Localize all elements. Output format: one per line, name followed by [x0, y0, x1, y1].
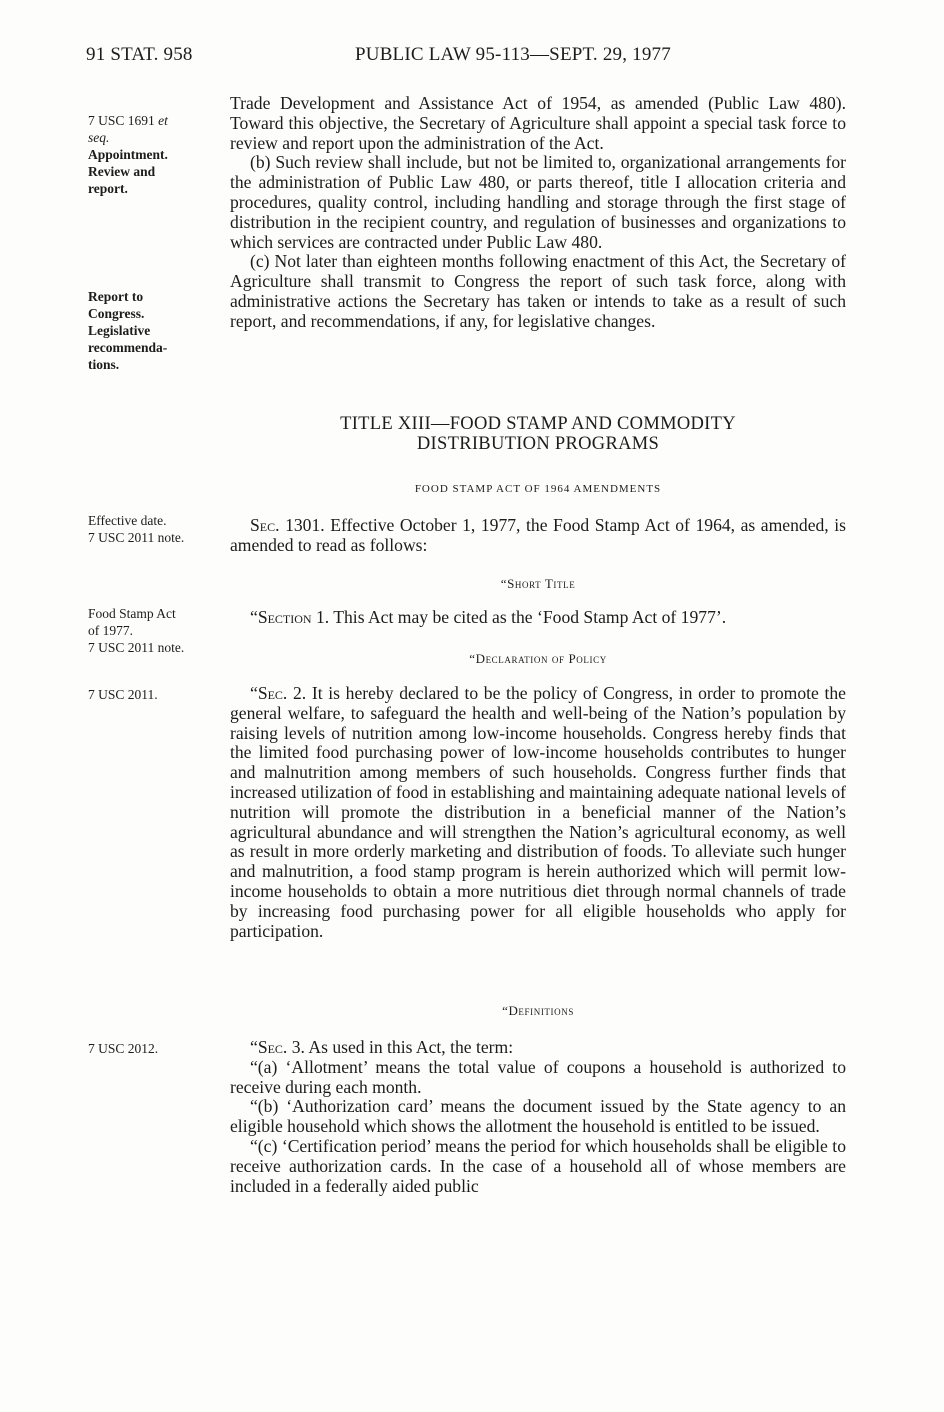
margin-note-effective-date: [88, 512, 213, 546]
margin-n2-l2: Congress.: [88, 306, 145, 321]
margin-note-appointment: [88, 112, 213, 197]
section-3-label: Sec.: [257, 1037, 288, 1057]
definitions-text: Definitions: [508, 1003, 574, 1018]
margin-n2-l5: tions.: [88, 357, 120, 372]
definition-a: “(a) ‘Allotment’ means the total value of coupons a household is authorized to receive during each month.: [230, 1056, 846, 1097]
margin-etseq-b: seq.: [88, 130, 110, 145]
margin-note-report-to-congress: [88, 288, 213, 373]
margin-n4-l1: Food Stamp Act: [88, 606, 176, 621]
paragraph-a-continued: Trade Development and Assistance Act of 1954, as amended (Public Law 480). Toward this objective, the Secretary of Agriculture shall appoint a special task force to review and report upon the administration of the Act.: [230, 93, 846, 153]
sec-1301-label: Sec.: [250, 515, 280, 535]
margin-etseq-a: et: [158, 113, 168, 128]
subhead-definitions: [230, 1003, 846, 1019]
title-line-1: TITLE XIII—FOOD STAMP AND COMMODITY: [340, 414, 736, 434]
quote-mark: “: [469, 651, 476, 666]
margin-n2-l4: recommenda-: [88, 340, 168, 355]
section-1: [230, 608, 846, 628]
quote-mark: “: [250, 607, 258, 627]
section-2: [230, 684, 846, 941]
margin-n4-l2: of 1977.: [88, 623, 133, 638]
quote-mark: “: [250, 683, 258, 703]
definition-c: “(c) ‘Certification period’ means the period for which households shall be eligible to receive authorization cards. In the case of a household all of whose members are included in a federally aided public: [230, 1135, 846, 1196]
margin-n2-l1: Report to: [88, 289, 144, 304]
quote-mark: “: [502, 1003, 509, 1018]
definition-b: “(b) ‘Authorization card’ means the document issued by the State agency to an eligible household which shows the allotment the household is entitled to be issued.: [230, 1096, 846, 1137]
paragraph-c: (c) Not later than eighteen months following enactment of this Act, the Secretary of Agriculture shall transmit to Congress the report of such task force, along with administrative actions the Secretary has taken or intends to take as a result of such report, and recommendations, if any, for legislative changes.: [230, 251, 846, 331]
section-1-text: 1. This Act may be cited as the ‘Food Stamp Act of 1977’.: [311, 607, 727, 627]
section-3: [230, 1038, 846, 1196]
margin-n3-l2: 7 USC 2011 note.: [88, 530, 185, 545]
margin-note-food-stamp-act: [88, 605, 213, 656]
section-1-label: Section: [257, 607, 312, 627]
running-head: PUBLIC LAW 95-113—SEPT. 29, 1977: [355, 44, 671, 65]
declaration-text: Declaration of Policy: [475, 651, 607, 666]
short-title-text: Short Title: [507, 576, 576, 591]
paragraph-b: (b) Such review shall include, but not be limited to, organizational arrangements for the administration of Public Law 480, or parts thereof, title I allocation criteria and procedures, quality control, including handling and storage through the first stage of distribution in the recipient country, and regulation of businesses and organizations to which services are contracted under Public Law 480.: [230, 152, 846, 252]
subhead-short-title: [230, 576, 846, 592]
margin-report: report.: [88, 181, 128, 196]
margin-usc-1691: 7 USC 1691: [88, 113, 155, 128]
subhead-food-stamp-amendments: FOOD STAMP ACT OF 1964 AMENDMENTS: [414, 483, 662, 495]
stat-page-number: 91 STAT. 958: [86, 44, 193, 65]
margin-n3-l1: Effective date.: [88, 513, 167, 528]
title-xiii-heading: [230, 414, 846, 454]
margin-n4-l3: 7 USC 2011 note.: [88, 640, 185, 655]
margin-review: Review and: [88, 164, 156, 179]
title-line-2: DISTRIBUTION PROGRAMS: [416, 434, 660, 454]
body-block-1: [230, 94, 846, 332]
section-2-label: Sec.: [257, 683, 288, 703]
quote-mark: “: [250, 1037, 258, 1057]
quote-mark: “: [500, 576, 508, 591]
margin-note-7usc2012: 7 USC 2012.: [88, 1041, 159, 1056]
margin-appointment: Appointment.: [88, 147, 168, 162]
section-3-text: 3. As used in this Act, the term:: [287, 1037, 514, 1057]
sec-1301: [230, 516, 846, 556]
margin-n2-l3: Legislative: [88, 323, 151, 338]
sec-1301-text: 1301. Effective October 1, 1977, the Food Stamp Act of 1964, as amended, is amended to read as follows:: [230, 515, 846, 555]
subhead-declaration: [230, 651, 846, 667]
margin-note-7usc2011: 7 USC 2011.: [88, 687, 158, 702]
section-2-text: 2. It is hereby declared to be the policy of Congress, in order to promote the general welfare, to safeguard the health and well-being of the Nation’s population by raising levels of nutrition among low-income households. Congress hereby finds that the limited food purchasing power of low-income households contributes to hunger and malnutrition among members of such households. Congress further finds that increased utilization of food in establishing and maintaining adequate national levels of nutrition will promote the distribution in a beneficial manner of the Nation’s agricultural abundance and will strengthen the Nation’s agricultural economy, as well as result in more orderly marketing and distribution of foods. To alleviate such hunger and malnutrition, a food stamp program is herein authorized which will permit low-income households to obtain a more nutritious diet through normal channels of trade by increasing food purchasing power for all eligible households who apply for participation.: [230, 683, 846, 941]
